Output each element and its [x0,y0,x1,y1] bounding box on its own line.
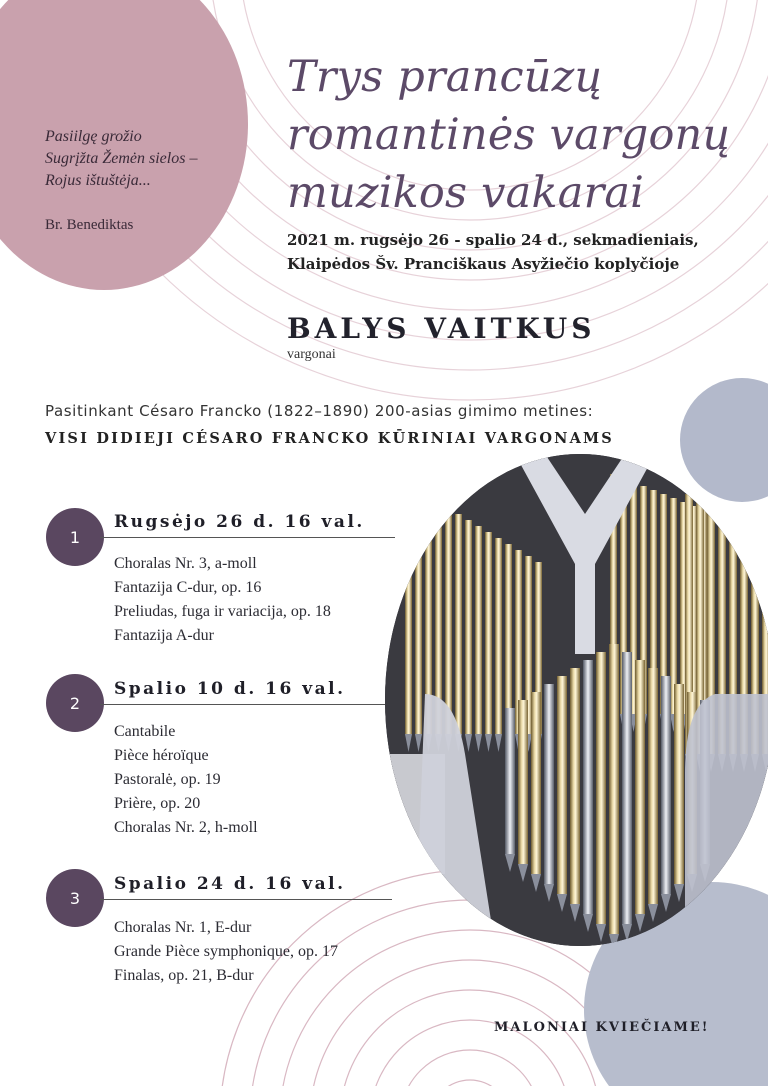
work-item: Fantazija C-dur, op. 16 [114,579,262,596]
concert-divider [100,704,385,705]
work-item: Fantazija A-dur [114,627,214,644]
performer-name: BALYS VAITKUS [287,312,596,345]
quote-author: Br. Benediktas [45,217,134,233]
closing-invitation: MALONIAI KVIEČIAME! [494,1020,710,1035]
concert-heading: Spalio 10 d. 16 val. [114,679,346,699]
quote-line: Pasiilgę grožio [45,128,142,145]
organ-pipe [596,652,606,924]
quote-line: Sugrįžta Žemėn sielos – [45,150,198,167]
concert-works [114,916,338,988]
page-title [287,48,757,222]
title-line: muzikos vakarai [287,168,645,218]
concert-number-text: 3 [69,888,81,908]
title-line: Trys prancūzų [287,52,603,102]
work-item: Finalas, op. 21, B-dur [114,967,254,984]
work-item: Pastoralė, op. 19 [114,771,221,788]
organ-pipe [570,668,580,904]
intro-heading: VISI DIDIEJI CÉSARO FRANCKO KŪRINIAI VARGONAMS [45,430,614,447]
intro-text: Pasitinkant Césaro Francko (1822–1890) 200-asias gimimo metines: [45,402,594,420]
performer-instrument: vargonai [287,347,336,362]
concert-number [46,869,104,927]
concert-heading: Rugsėjo 26 d. 16 val. [114,512,365,532]
organ-pipe [518,700,528,864]
organ-pipe [622,652,632,924]
organ-pipe [674,684,684,884]
organ-pipe [505,708,515,854]
concert-divider [100,899,392,900]
organ-pipe [505,544,512,734]
dates-line: 2021 m. rugsėjo 26 - spalio 24 d., sekmadieniais, [287,231,699,249]
organ-pipe [557,676,567,894]
organ-pipe [531,692,541,874]
organ-pipes-illustration [385,454,768,946]
quote-line: Rojus ištuštėja... [45,172,151,189]
work-item: Choralas Nr. 3, a-moll [114,555,257,572]
work-item: Prière, op. 20 [114,795,201,812]
work-item: Cantabile [114,723,176,740]
organ-pipe [465,520,472,734]
organ-pipe [635,660,645,914]
concert-number [46,508,104,566]
concert-number-text: 2 [69,693,81,713]
title-line: romantinės vargonų [287,110,731,160]
organ-pipe [670,498,677,714]
work-item: Choralas Nr. 2, h-moll [114,819,258,836]
organ-pipe [544,684,554,884]
quote [45,126,245,236]
concert-divider [100,537,395,538]
concert-works [114,552,331,648]
organ-pipe [475,526,482,734]
event-dates [287,228,757,276]
organ-pipe [648,668,658,904]
work-item: Preliudas, fuga ir variacija, op. 18 [114,603,331,620]
organ-pipe [485,532,492,734]
concert-number [46,674,104,732]
concert-number-text: 1 [69,527,81,547]
organ-pipe [661,676,671,894]
organ-image [385,454,768,946]
work-item: Pièce héroïque [114,747,209,764]
work-item: Grande Pièce symphonique, op. 17 [114,943,338,960]
organ-pipe [583,660,593,914]
organ-pipe [495,538,502,734]
organ-pipe [455,514,462,734]
concert-works [114,720,258,840]
organ-pipe [445,508,452,734]
organ-pipe [609,644,619,934]
concert-heading: Spalio 24 d. 16 val. [114,874,346,894]
venue-line: Klaipėdos Šv. Pranciškaus Asyžiečio koplyčioje [287,255,680,273]
work-item: Choralas Nr. 1, E-dur [114,919,252,936]
